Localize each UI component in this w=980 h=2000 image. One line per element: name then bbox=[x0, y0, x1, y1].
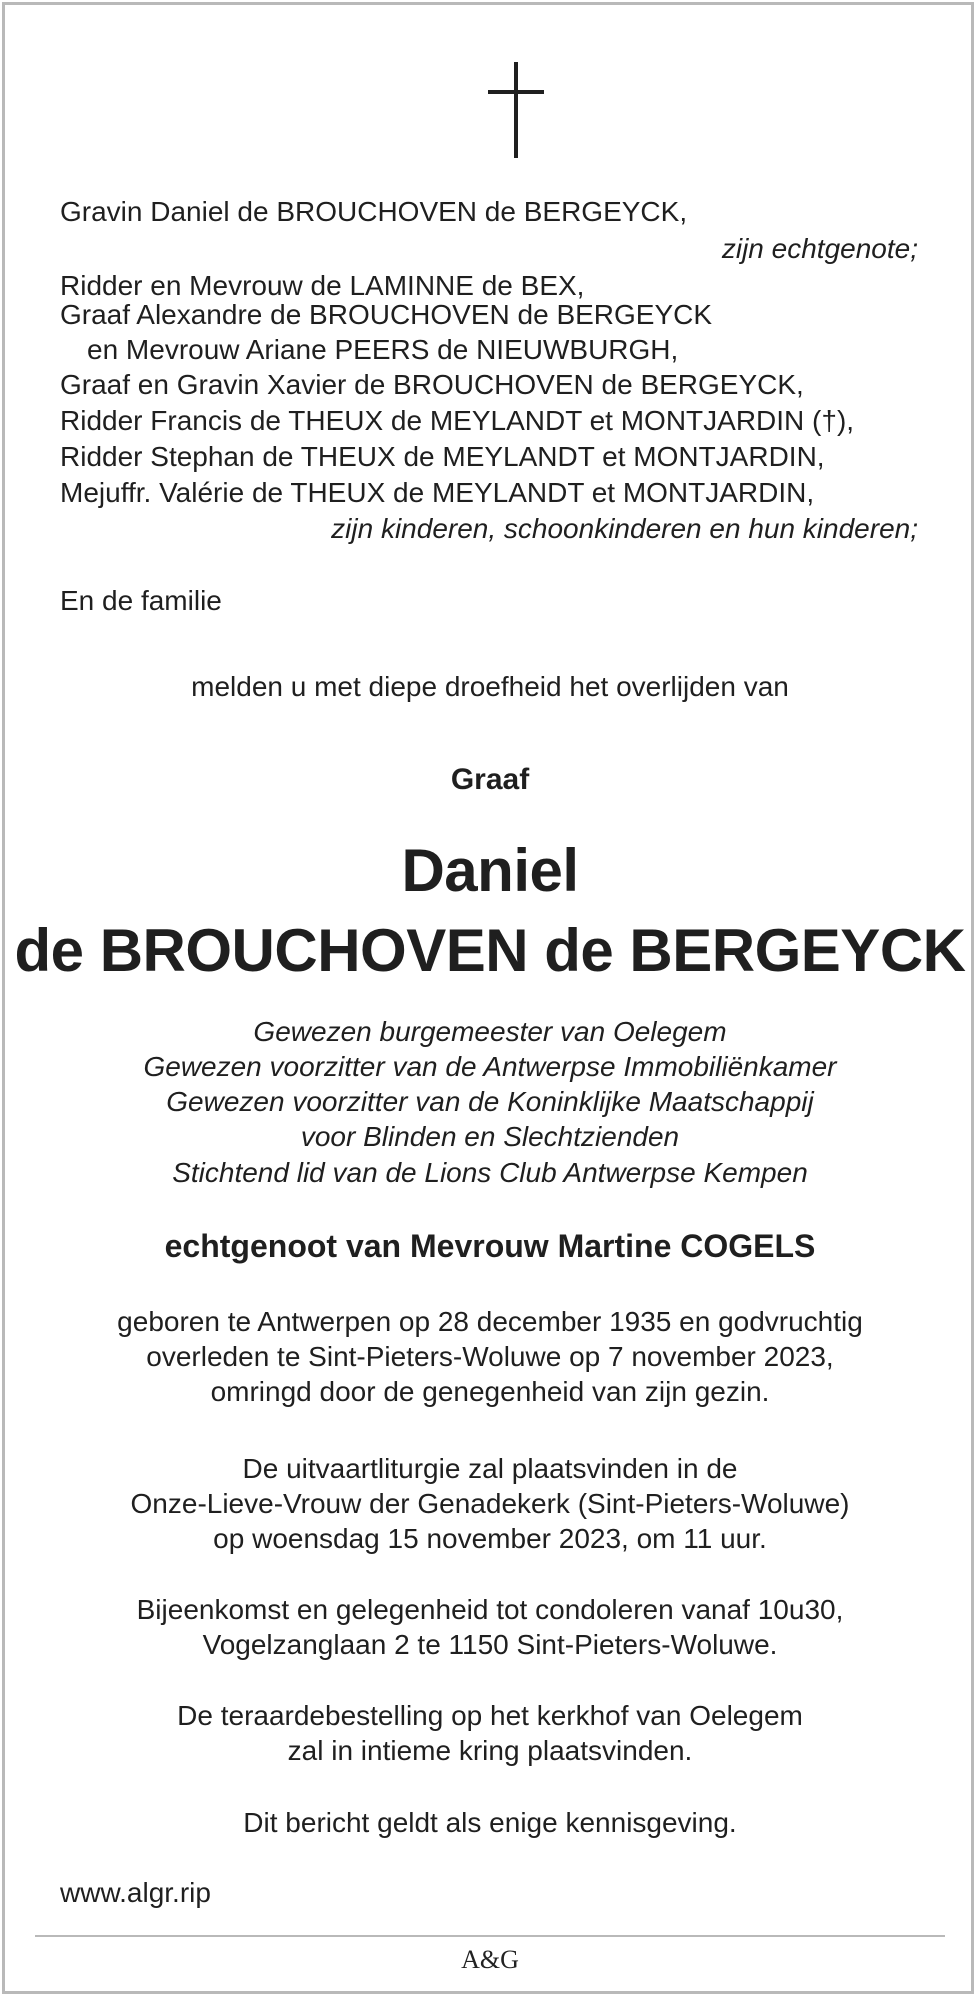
deceased-last-name: de BROUCHOVEN de BERGEYCK bbox=[14, 917, 966, 984]
children-role: zijn kinderen, schoonkinderen en hun kinderen; bbox=[331, 513, 918, 544]
spouse-of: echtgenoot van Mevrouw Martine COGELS bbox=[164, 1228, 816, 1264]
funeral-line: op woensdag 15 november 2023, om 11 uur. bbox=[213, 1523, 767, 1554]
birth-death-line: overleden te Sint-Pieters-Woluwe op 7 november 2023, bbox=[146, 1341, 834, 1372]
child-line: en Mevrouw Ariane PEERS de NIEUWBURGH, bbox=[87, 334, 679, 365]
function-line: Stichtend lid van de Lions Club Antwerpse Kempen bbox=[172, 1157, 808, 1188]
child-line: Graaf Alexandre de BROUCHOVEN de BERGEYCK bbox=[60, 299, 713, 330]
cross-icon bbox=[486, 62, 546, 162]
notice: Dit bericht geldt als enige kennisgeving. bbox=[243, 1807, 737, 1838]
and-family: En de familie bbox=[60, 585, 222, 616]
deceased-first-name: Daniel bbox=[401, 837, 579, 904]
spouse-line: Gravin Daniel de BROUCHOVEN de BERGEYCK, bbox=[60, 196, 688, 227]
child-line: Graaf en Gravin Xavier de BROUCHOVEN de BERGEYCK, bbox=[60, 369, 804, 400]
child-line: Mejuffr. Valérie de THEUX de MEYLANDT et MONTJARDIN, bbox=[60, 477, 815, 508]
spouse-role: zijn echtgenote; bbox=[721, 233, 918, 264]
birth-death-line: omringd door de genegenheid van zijn gezin. bbox=[210, 1376, 770, 1407]
child-line: Ridder en Mevrouw de LAMINNE de BEX, bbox=[60, 270, 585, 301]
child-line: Ridder Stephan de THEUX de MEYLANDT et MONTJARDIN, bbox=[60, 441, 825, 472]
funeral-line: De uitvaartliturgie zal plaatsvinden in de bbox=[242, 1453, 738, 1484]
burial-line: zal in intieme kring plaatsvinden. bbox=[287, 1735, 693, 1766]
child-line: Ridder Francis de THEUX de MEYLANDT et MONTJARDIN (†), bbox=[60, 405, 855, 436]
condolence-line: Vogelzanglaan 2 te 1150 Sint-Pieters-Woluwe. bbox=[202, 1629, 778, 1660]
publisher-logo: A&G bbox=[461, 1945, 519, 1974]
deceased-title: Graaf bbox=[450, 763, 530, 796]
function-line: voor Blinden en Slechtzienden bbox=[300, 1121, 680, 1152]
announcement: melden u met diepe droefheid het overlijden van bbox=[191, 671, 789, 702]
birth-death-line: geboren te Antwerpen op 28 december 1935 en godvruchtig bbox=[117, 1306, 863, 1337]
function-line: Gewezen burgemeester van Oelegem bbox=[253, 1016, 727, 1047]
funeral-line: Onze-Lieve-Vrouw der Genadekerk (Sint-Pieters-Woluwe) bbox=[130, 1488, 850, 1519]
burial-line: De teraardebestelling op het kerkhof van Oelegem bbox=[177, 1700, 803, 1731]
website-link[interactable]: www.algr.rip bbox=[60, 1877, 211, 1908]
footer-divider bbox=[35, 1935, 945, 1937]
condolence-line: Bijeenkomst en gelegenheid tot condoleren vanaf 10u30, bbox=[136, 1594, 844, 1625]
function-line: Gewezen voorzitter van de Antwerpse Immobiliënkamer bbox=[143, 1051, 837, 1082]
function-line: Gewezen voorzitter van de Koninklijke Maatschappij bbox=[166, 1086, 814, 1117]
